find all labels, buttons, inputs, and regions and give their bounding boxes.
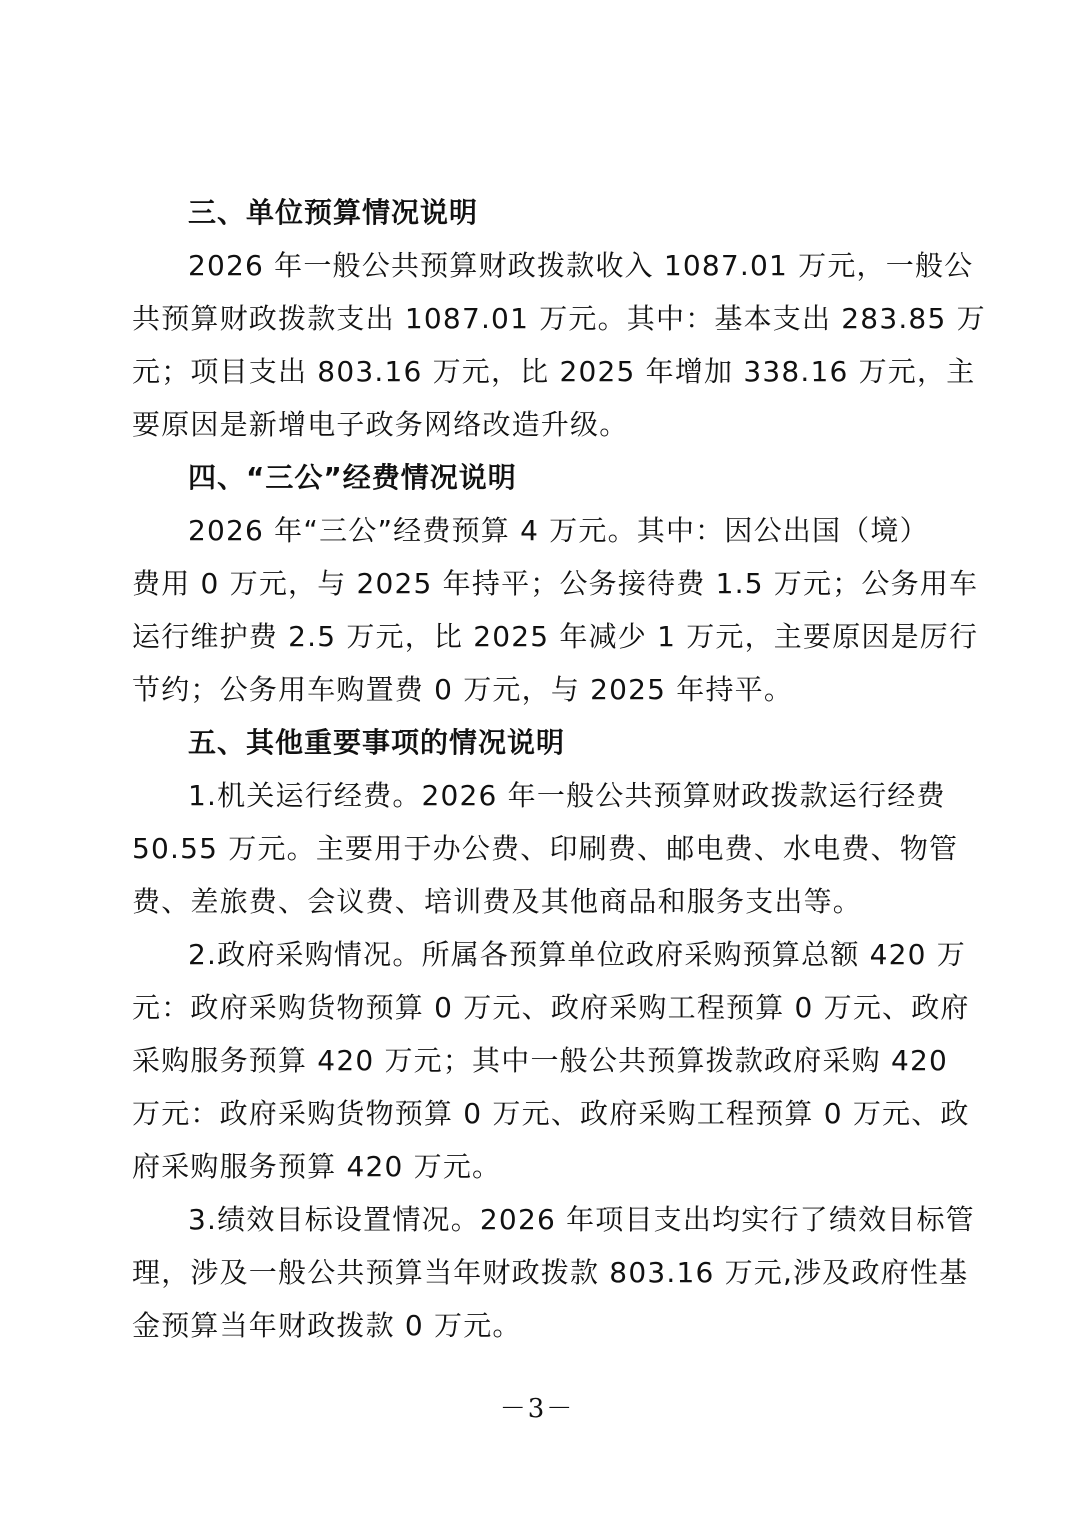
- text-line: 金预算当年财政拨款 0 万元。: [132, 1309, 522, 1342]
- section-heading-unit-budget: 三、单位预算情况说明: [188, 196, 479, 229]
- text-line: 元：政府采购货物预算 0 万元、政府采购工程预算 0 万元、政府: [132, 991, 970, 1024]
- text-line: 节约；公务用车购置费 0 万元，与 2025 年持平。: [132, 673, 794, 706]
- document-body: [132, 186, 986, 1352]
- text-line: 元；项目支出 803.16 万元，比 2025 年增加 338.16 万元，主: [132, 355, 976, 388]
- paragraph-three-public-expenses: [132, 504, 979, 716]
- text-line: 运行维护费 2.5 万元，比 2025 年减少 1 万元，主要原因是厉行: [132, 620, 979, 653]
- text-line: 1.机关运行经费。2026 年一般公共预算财政拨款运行经费: [188, 779, 946, 812]
- text-line: 2.政府采购情况。所属各预算单位政府采购预算总额 420 万: [188, 938, 966, 971]
- text-line: 万元：政府采购货物预算 0 万元、政府采购工程预算 0 万元、政: [132, 1097, 970, 1130]
- text-line: 50.55 万元。主要用于办公费、印刷费、邮电费、水电费、物管: [132, 832, 959, 865]
- text-line: 要原因是新增电子政务网络改造升级。: [132, 408, 629, 441]
- paragraph-performance-targets: [132, 1193, 975, 1352]
- text-line: 府采购服务预算 420 万元。: [132, 1150, 502, 1183]
- section-heading-other-matters: 五、其他重要事项的情况说明: [188, 726, 566, 759]
- text-line: 费用 0 万元，与 2025 年持平；公务接待费 1.5 万元；公务用车: [132, 567, 979, 600]
- page-number: －3－: [499, 1394, 575, 1424]
- text-line: 3.绩效目标设置情况。2026 年项目支出均实行了绩效目标管: [188, 1203, 975, 1236]
- paragraph-unit-budget: [132, 239, 986, 451]
- paragraph-government-procurement: [132, 928, 970, 1193]
- text-line: 费、差旅费、会议费、培训费及其他商品和服务支出等。: [132, 885, 863, 918]
- text-line: 共预算财政拨款支出 1087.01 万元。其中：基本支出 283.85 万: [132, 302, 986, 335]
- paragraph-operating-costs: [132, 769, 959, 928]
- text-line: 2026 年一般公共预算财政拨款收入 1087.01 万元，一般公: [188, 249, 974, 282]
- text-line: 2026 年“三公”经费预算 4 万元。其中：因公出国（境）: [188, 514, 929, 547]
- section-heading-three-public-expenses: 四、“三公”经费情况说明: [188, 461, 517, 494]
- text-line: 采购服务预算 420 万元；其中一般公共预算拨款政府采购 420: [132, 1044, 948, 1077]
- text-line: 理，涉及一般公共预算当年财政拨款 803.16 万元,涉及政府性基: [132, 1256, 969, 1289]
